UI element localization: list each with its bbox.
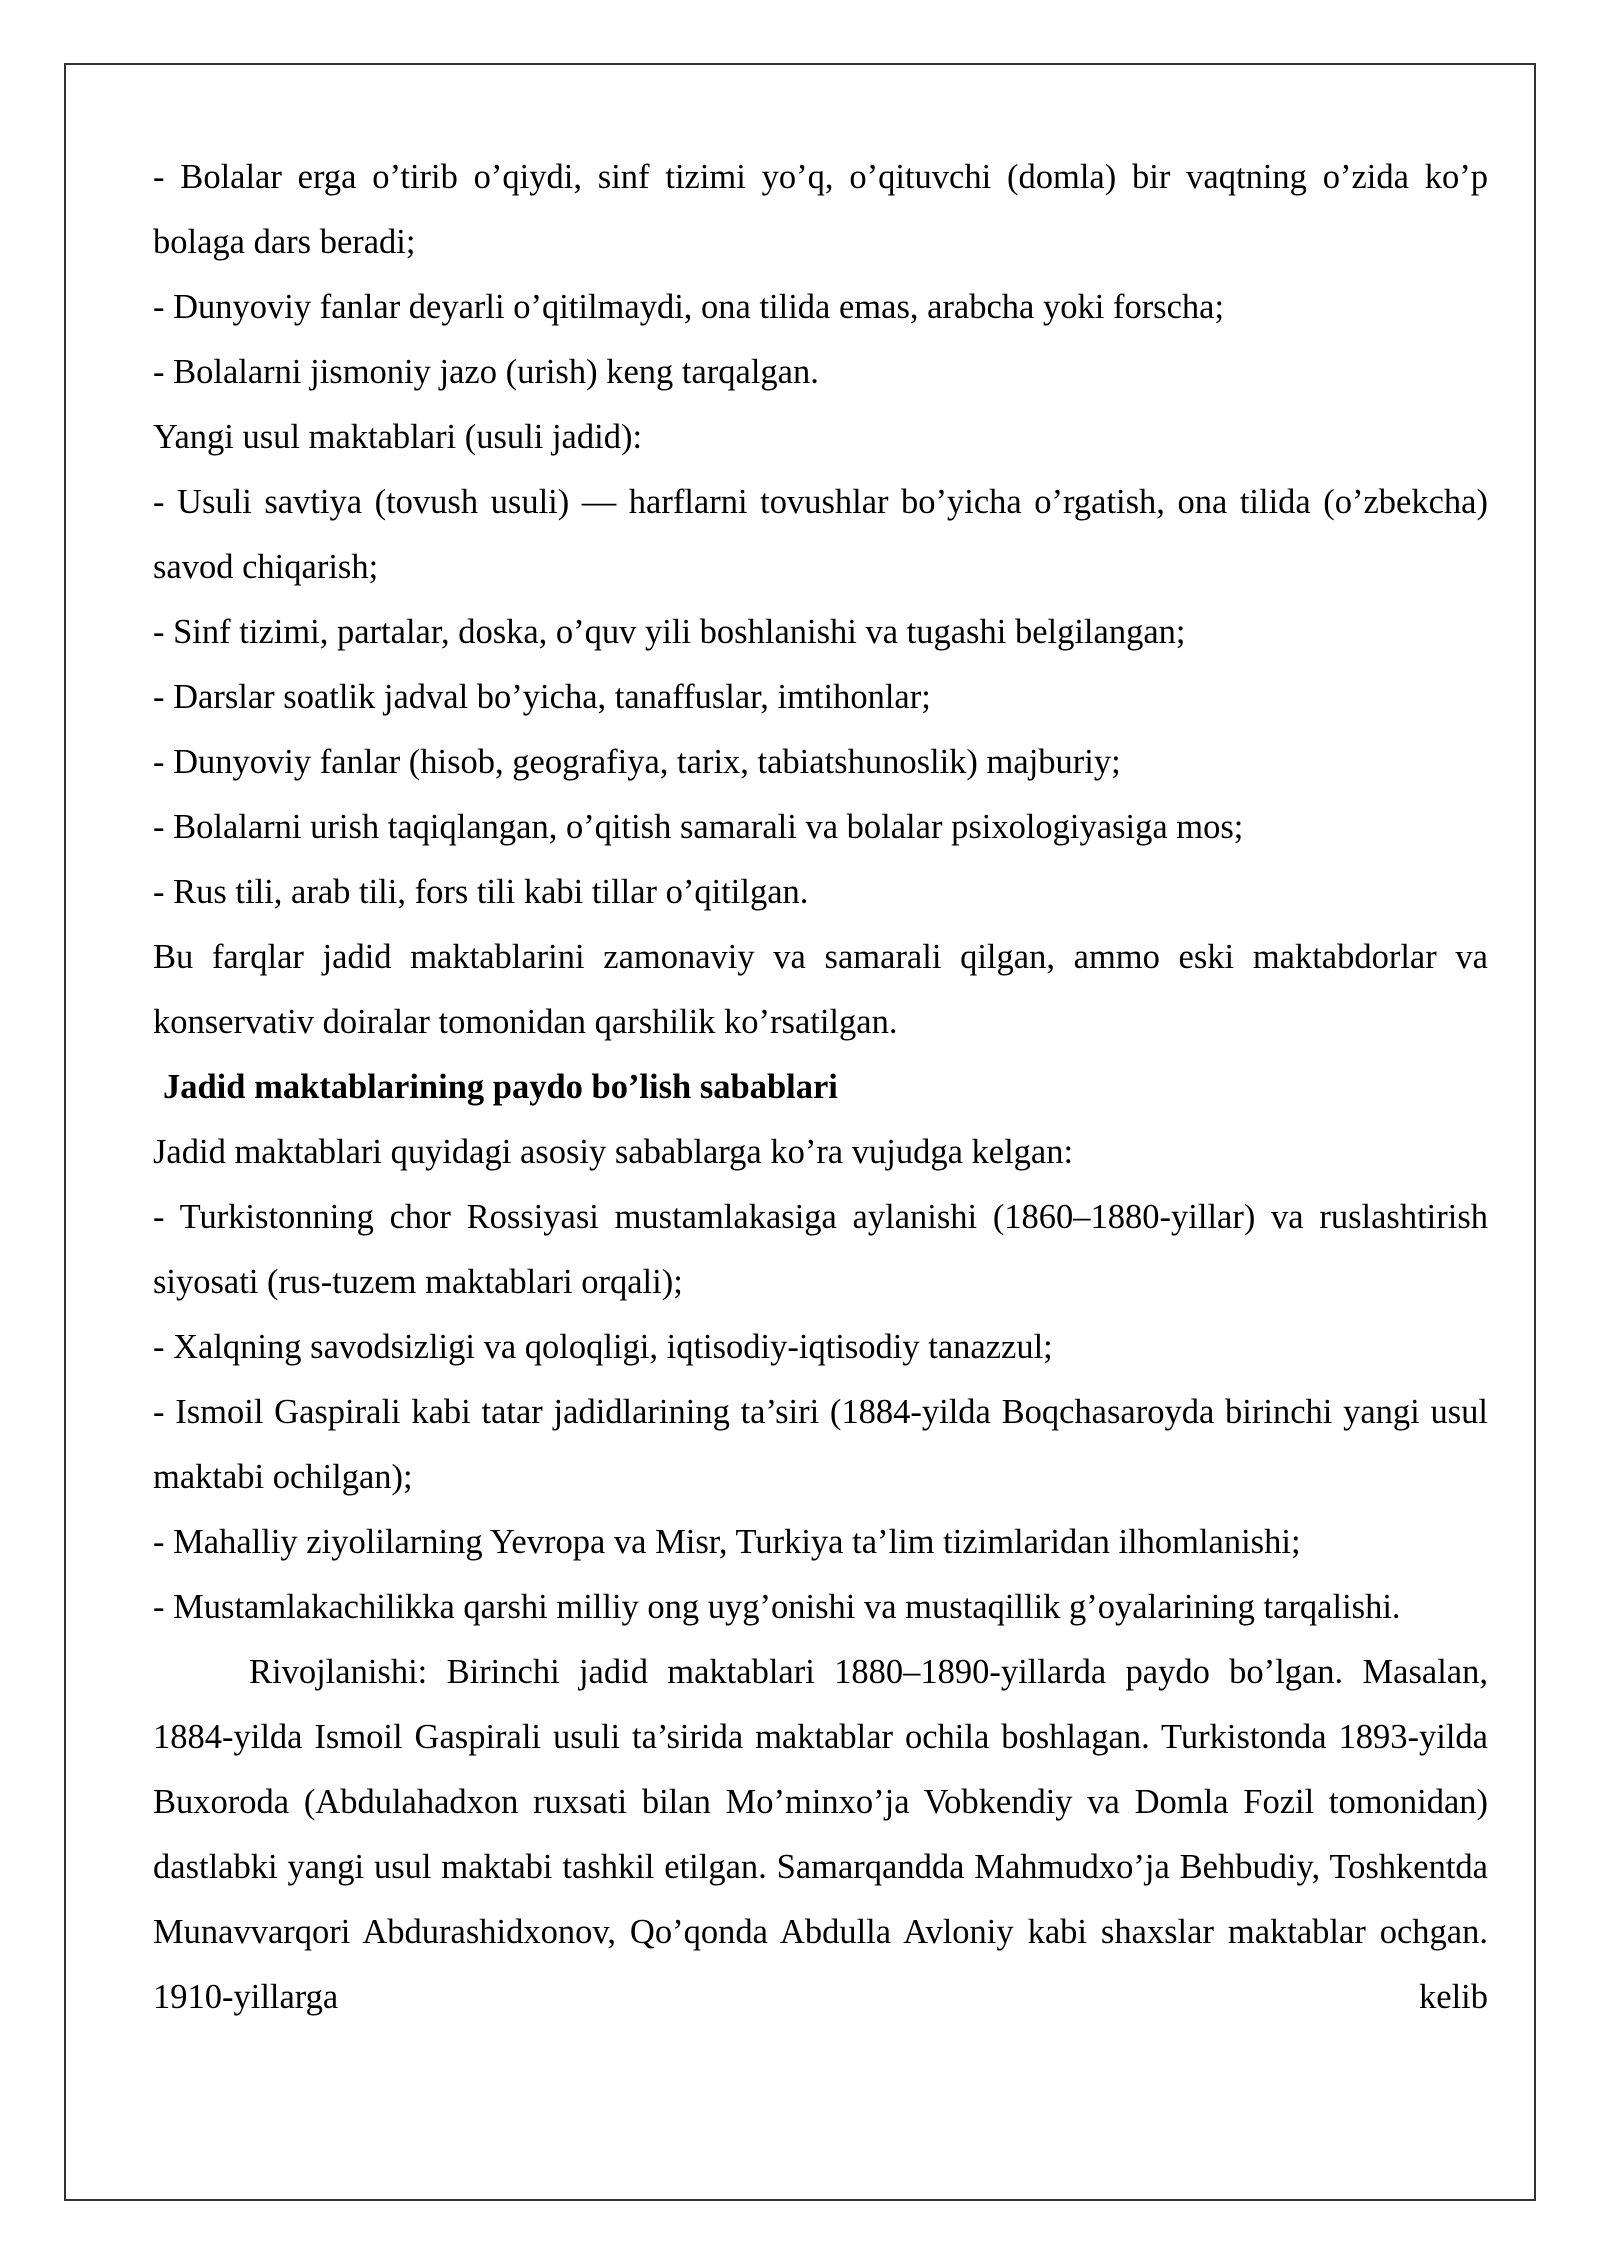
paragraph-sound-method: - Usuli savtiya (tovush usuli) — harflarni tovushlar bo’yicha o’rgatish, ona tilida (o’zbekcha) savod chiqarish; [153, 483, 1488, 586]
paragraph-cause-illiteracy: - Xalqning savodsizligi va qoloqligi, iqtisodiy-iqtisodiy tanazzul; [153, 1328, 1053, 1366]
document-body [153, 145, 1488, 2030]
section-heading: Jadid maktablarining paydo bo’lish sabablari [163, 1068, 838, 1106]
paragraph-old-school-seating: - Bolalar erga o’tirib o’qiydi, sinf tizimi yo’q, o’qituvchi (domla) bir vaqtning o’zida ko’p bolaga dars beradi; [153, 158, 1488, 261]
paragraph-languages: - Rus tili, arab tili, fors tili kabi tillar o’qitilgan. [153, 873, 809, 911]
paragraph-causes-intro: Jadid maktablari quyidagi asosiy sabablarga ko’ra vujudga kelgan: [153, 1133, 1074, 1171]
paragraph-development: Rivojlanishi: Birinchi jadid maktablari 1880–1890-yillarda paydo bo’lgan. Masalan, 1884-yilda Ismoil Gaspirali usuli ta’sirida maktablar ochila boshlagan. Turkistonda 1893-yilda Buxoroda (Abdulahadxon ruxsati bilan Mo’minxo’ja Vobkendiy va Domla Fozil tomonidan) dastlabki yangi usul maktabi tashkil etilgan. Samarqandda Mahmudxo’ja Behbudiy, Toshkentda Munavvarqori Abdurashidxonov, Qo’qonda Abdulla Avloniy kabi shaxslar maktablar ochgan. 1910-yillarga kelib [153, 1653, 1488, 2016]
paragraph-cause-gaspirali: - Ismoil Gaspirali kabi tatar jadidlarining ta’siri (1884-yilda Boqchasaroyda birinchi yangi usul maktabi ochilgan); [153, 1393, 1488, 1496]
paragraph-secular-subjects: - Dunyoviy fanlar (hisob, geografiya, tarix, tabiatshunoslik) majburiy; [153, 743, 1121, 781]
paragraph-differences-summary: Bu farqlar jadid maktablarini zamonaviy va samarali qilgan, ammo eski maktabdorlar va konservativ doiralar tomonidan qarshilik ko’rsatilgan. [153, 938, 1488, 1041]
paragraph-no-punishment: - Bolalarni urish taqiqlangan, o’qitish samarali va bolalar psixologiyasiga mos; [153, 808, 1244, 846]
paragraph-old-school-punishment: - Bolalarni jismoniy jazo (urish) keng tarqalgan. [153, 353, 819, 391]
paragraph-cause-inspiration: - Mahalliy ziyolilarning Yevropa va Misr, Turkiya ta’lim tizimlaridan ilhomlanishi; [153, 1523, 1301, 1561]
paragraph-cause-colonization: - Turkistonning chor Rossiyasi mustamlakasiga aylanishi (1860–1880-yillar) va ruslashtirish siyosati (rus-tuzem maktablari orqali); [153, 1198, 1488, 1301]
paragraph-schedule: - Darslar soatlik jadval bo’yicha, tanaffuslar, imtihonlar; [153, 678, 931, 716]
paragraph-old-school-subjects: - Dunyoviy fanlar deyarli o’qitilmaydi, ona tilida emas, arabcha yoki forscha; [153, 288, 1225, 326]
paragraph-class-system: - Sinf tizimi, partalar, doska, o’quv yili boshlanishi va tugashi belgilangan; [153, 613, 1186, 651]
paragraph-cause-national-awakening: - Mustamlakachilikka qarshi milliy ong uyg’onishi va mustaqillik g’oyalarining tarqalishi. [153, 1588, 1401, 1626]
paragraph-new-method-intro: Yangi usul maktablari (usuli jadid): [153, 418, 643, 456]
